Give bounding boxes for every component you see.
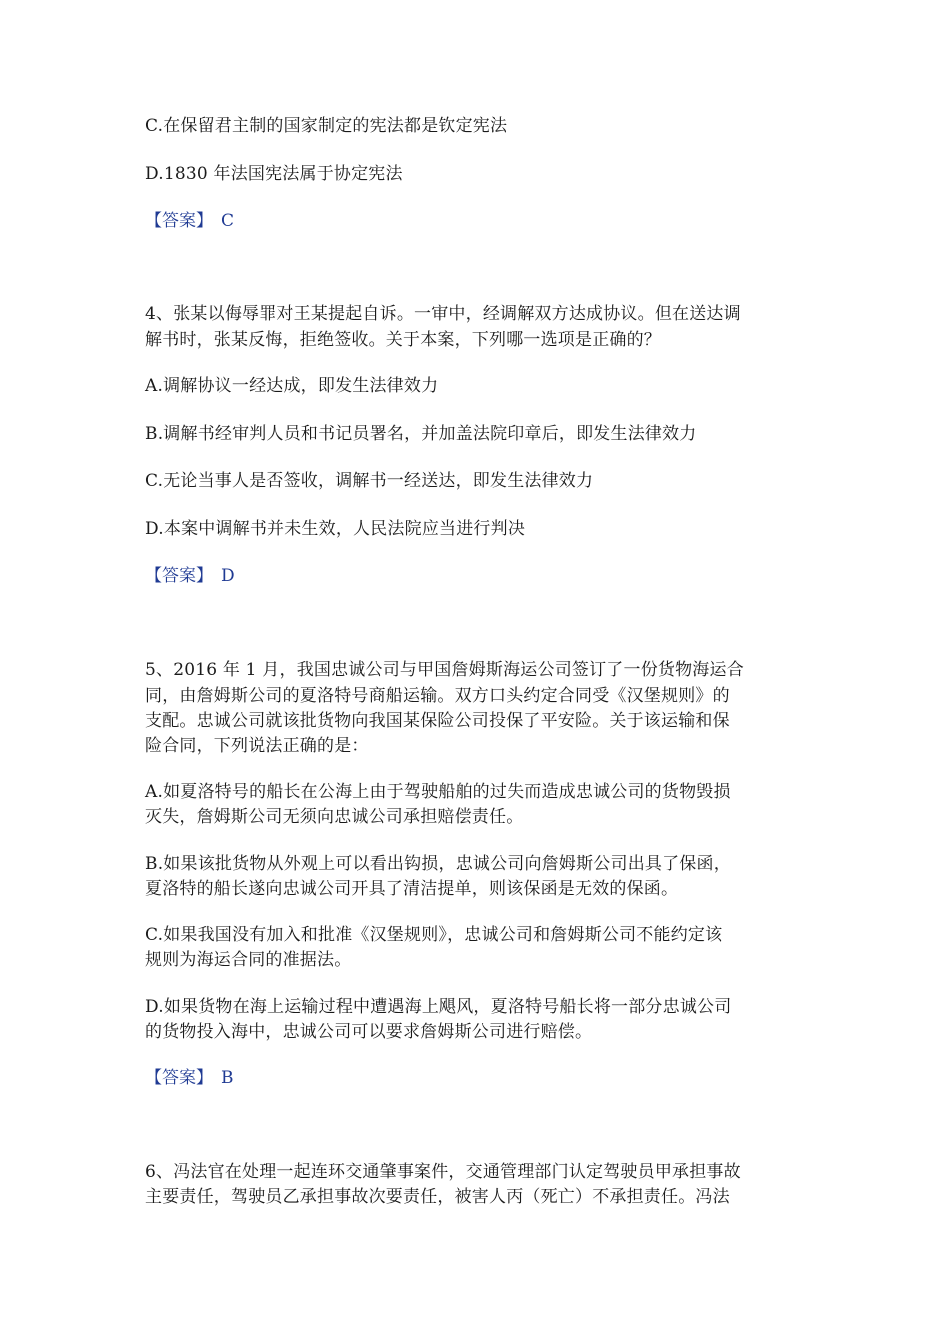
- q3-answer: [145, 209, 234, 233]
- answer-label: 【答案】: [145, 1068, 213, 1088]
- q5-option-b-line-1: B.如果该批货物从外观上可以看出钩损，忠诚公司向詹姆斯公司出具了保函，: [145, 854, 731, 874]
- q5-option-d-line-2: 的货物投入海中，忠诚公司可以要求詹姆斯公司进行赔偿。: [145, 1022, 593, 1042]
- answer-label: 【答案】: [145, 566, 213, 586]
- q4-stem-line-2: 解书时，张某反悔，拒绝签收。关于本案，下列哪一选项是正确的？: [145, 330, 661, 350]
- q5-option-c-line-1: C.如果我国没有加入和批准《汉堡规则》，忠诚公司和詹姆斯公司不能约定该: [145, 925, 723, 945]
- q4-option-a: A.调解协议一经达成，即发生法律效力: [145, 376, 439, 396]
- q5-option-d-line-1: D.如果货物在海上运输过程中遭遇海上飓风，夏洛特号船长将一部分忠诚公司: [145, 997, 732, 1017]
- q5-option-c-line-2: 规则为海运合同的准据法。: [145, 950, 352, 970]
- q5-stem-line-4: 险合同，下列说法正确的是：: [145, 736, 369, 756]
- q3-option-c: C.在保留君主制的国家制定的宪法都是钦定宪法: [145, 116, 508, 136]
- q5-option-b-line-2: 夏洛特的船长遂向忠诚公司开具了清洁提单，则该保函是无效的保函。: [145, 879, 679, 899]
- q6-stem-line-1: 6、冯法官在处理一起连环交通肇事案件，交通管理部门认定驾驶员甲承担事故: [145, 1162, 741, 1182]
- q4-option-d: D.本案中调解书并未生效，人民法院应当进行判决: [145, 519, 526, 539]
- q5-option-a-line-2: 灭失，詹姆斯公司无须向忠诚公司承担赔偿责任。: [145, 807, 524, 827]
- q6-stem-line-2: 主要责任，驾驶员乙承担事故次要责任，被害人丙（死亡）不承担责任。冯法: [145, 1187, 730, 1207]
- answer-label: 【答案】: [145, 211, 213, 231]
- q4-answer: [145, 564, 235, 588]
- q3-option-d: D.1830 年法国宪法属于协定宪法: [145, 164, 403, 184]
- q5-option-a-line-1: A.如夏洛特号的船长在公海上由于驾驶船舶的过失而造成忠诚公司的货物毁损: [145, 782, 731, 802]
- answer-value: D: [221, 566, 235, 586]
- q5-stem-line-3: 支配。忠诚公司就该批货物向我国某保险公司投保了平安险。关于该运输和保: [145, 711, 730, 731]
- answer-value: B: [221, 1068, 234, 1088]
- q5-stem-line-1: 5、2016 年 1 月，我国忠诚公司与甲国詹姆斯海运公司签订了一份货物海运合: [145, 660, 744, 680]
- answer-value: C: [221, 211, 235, 231]
- q4-option-b: B.调解书经审判人员和书记员署名，并加盖法院印章后，即发生法律效力: [145, 424, 697, 444]
- q4-option-c: C.无论当事人是否签收，调解书一经送达，即发生法律效力: [145, 471, 594, 491]
- q5-stem-line-2: 同，由詹姆斯公司的夏洛特号商船运输。双方口头约定合同受《汉堡规则》的: [145, 686, 730, 706]
- q4-stem-line-1: 4、张某以侮辱罪对王某提起自诉。一审中，经调解双方达成协议。但在送达调: [145, 304, 741, 324]
- q5-answer: [145, 1066, 234, 1090]
